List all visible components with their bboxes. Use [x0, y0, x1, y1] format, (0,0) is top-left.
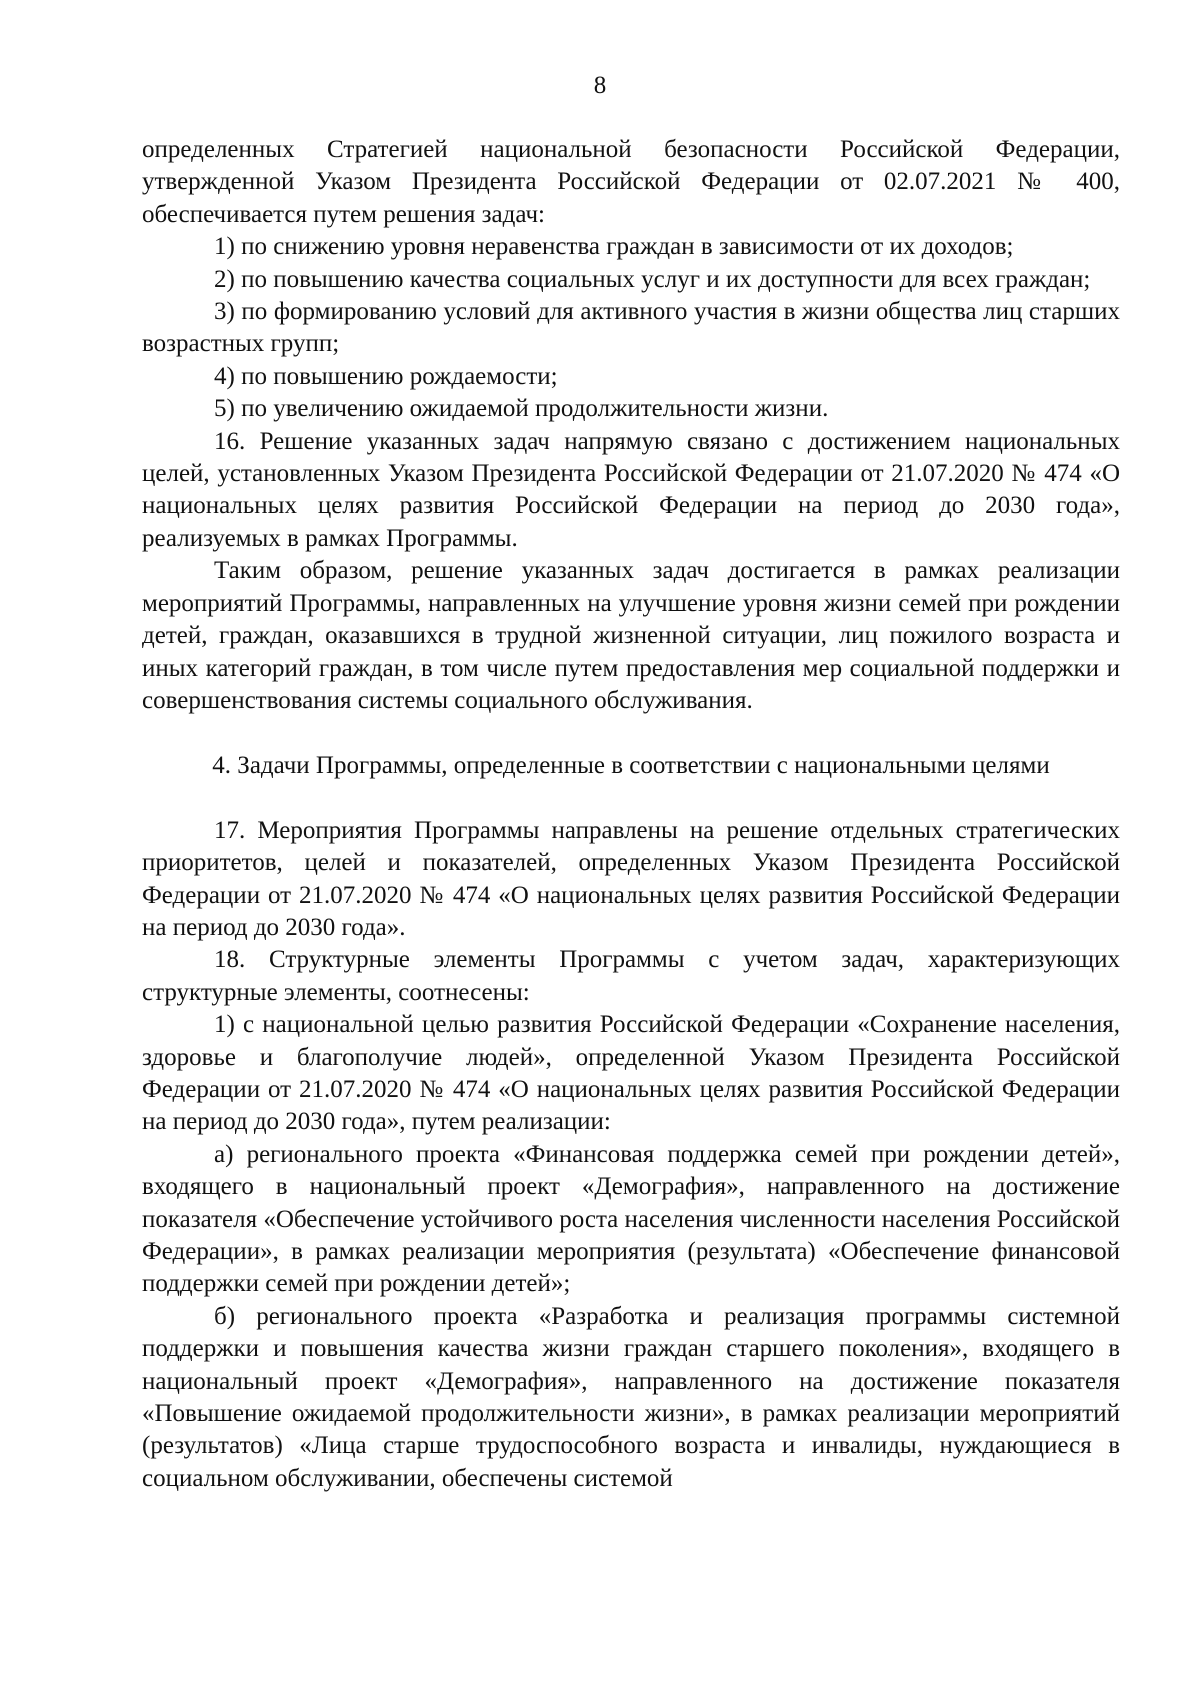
- paragraph: 17. Мероприятия Программы направлены на решение отдельных стратегических приоритетов, целей и показателей, определенных Указом Президента Российской Федерации от 21.07.2020 № 474 «О национальных целях развития Российской Федерации на период до 2030 года».: [142, 816, 1120, 941]
- paragraph: 16. Решение указанных задач напрямую связано с достижением национальных целей, установленных Указом Президента Российской Федерации от 21.07.2020 № 474 «О национальных целях развития Российской Федерации на период до 2030 года», реализуемых в рамках Программы.: [142, 427, 1120, 552]
- list-item: 1) с национальной целью развития Российской Федерации «Сохранение населения, здоровье и благополучие людей», определенной Указом Президента Российской Федерации от 21.07.2020 № 474 «О национальных целях развития Российской Федерации на период до 2030 года», путем реализации:: [142, 1011, 1120, 1136]
- paragraph: 18. Структурные элементы Программы с учетом задач, характеризующих структурные элементы, соотнесены:: [142, 946, 1120, 1006]
- list-item: 4) по повышению рождаемости;: [214, 362, 558, 390]
- section-heading: 4. Задачи Программы, определенные в соответствии с национальными целями: [212, 752, 1050, 780]
- paragraph: Таким образом, решение указанных задач достигается в рамках реализации мероприятий Программы, направленных на улучшение уровня жизни семей при рождении детей, граждан, оказавшихся в трудной жизненной ситуации, лиц пожилого возраста и иных категорий граждан, в том числе путем предоставления мер социальной поддержки и совершенствования системы социального обслуживания.: [142, 557, 1120, 714]
- list-item: 2) по повышению качества социальных услуг и их доступности для всех граждан;: [214, 265, 1091, 293]
- list-item: 1) по снижению уровня неравенства граждан в зависимости от их доходов;: [214, 233, 1014, 261]
- list-item: 3) по формированию условий для активного участия в жизни общества лиц старших возрастных групп;: [142, 298, 1120, 358]
- page-number: 8: [593, 72, 607, 99]
- list-item: 5) по увеличению ожидаемой продолжительности жизни.: [214, 395, 829, 423]
- paragraph: определенных Стратегией национальной безопасности Российской Федерации, утвержденной Указом Президента Российской Федерации от 02.07.2021 № 400, обеспечивается путем решения задач:: [142, 136, 1120, 228]
- list-item: б) регионального проекта «Разработка и реализация программы системной поддержки и повышения качества жизни граждан старшего поколения», входящего в национальный проект «Демография», направленного на достижение показателя «Повышение ожидаемой продолжительности жизни», в рамках реализации мероприятий (результатов) «Лица старше трудоспособного возраста и инвалиды, нуждающиеся в социальном обслуживании, обеспечены системой: [142, 1302, 1120, 1492]
- document-body: [142, 134, 1120, 1495]
- list-item: а) регионального проекта «Финансовая поддержка семей при рождении детей», входящего в национальный проект «Демография», направленного на достижение показателя «Обеспечение устойчивого роста населения численности населения Российской Федерации», в рамках реализации мероприятия (результата) «Обеспечение финансовой поддержки семей при рождении детей»;: [142, 1140, 1120, 1298]
